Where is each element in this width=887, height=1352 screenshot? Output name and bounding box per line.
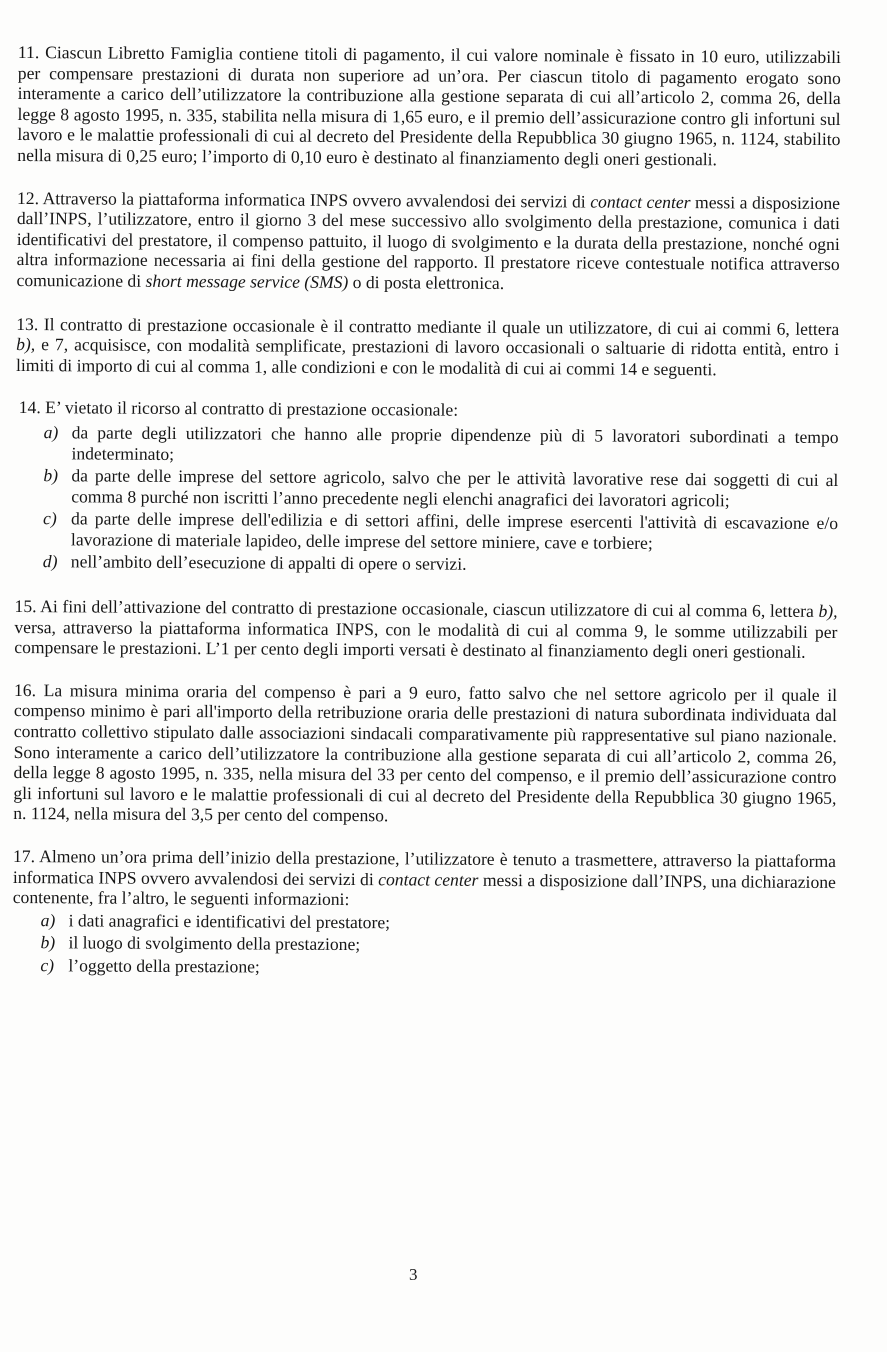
- list-14-item-d-letter: d): [42, 551, 58, 572]
- list-17-item-b: [12, 932, 835, 958]
- paragraph-12-text-c: o di posta elettronica.: [348, 271, 505, 293]
- paragraph-17-text-b: messi a disposizione dall’INPS, una dichiarazione contenente, fra l’altro, le seguenti informazioni:: [12, 869, 836, 910]
- list-17: [12, 910, 835, 981]
- paragraph-15-letter-b: b),: [818, 600, 838, 622]
- list-14-item-c: [15, 508, 838, 554]
- paragraph-12-sms: short message service (SMS): [145, 270, 349, 292]
- paragraph-17-contact-center: contact center: [378, 868, 479, 890]
- page-number: 3: [409, 1265, 418, 1284]
- list-14-item-a-text: da parte degli utilizzatori che hanno alle proprie dipendenze più di 5 lavoratori subordinati a tempo indeterminato;: [71, 422, 839, 464]
- document-body: [12, 42, 841, 983]
- list-17-item-b-letter: b): [40, 932, 56, 953]
- paragraph-13-letter-b: b),: [16, 334, 36, 355]
- list-14-item-a: [15, 422, 838, 468]
- list-14-item-d-text: nell’ambito dell’esecuzione di appalti di opere o servizi.: [70, 551, 467, 575]
- paragraph-12-text-a: 12. Attraverso la piattaforma informatica INPS ovvero avvalendosi dei servizi di: [16, 187, 591, 212]
- list-14-item-b: [15, 465, 838, 511]
- list-14: [15, 422, 839, 577]
- list-14-item-d: [15, 551, 838, 577]
- list-14-item-b-letter: b): [43, 465, 59, 486]
- list-17-item-b-text: il luogo di svolgimento della prestazione;: [68, 932, 361, 955]
- list-17-item-a: [13, 910, 836, 936]
- paragraph-13-text-b: e 7, acquisisce, con modalità semplificate, prestazioni di lavoro occasionali o saltuarie di ridotta entità, entro i limiti di importo di cui al comma 1, alle condizioni e con le modalità di cui ai commi 14 e seguenti.: [15, 334, 840, 379]
- paragraph-12: [16, 188, 840, 296]
- list-14-item-a-letter: a): [43, 422, 59, 443]
- list-17-item-a-letter: a): [40, 909, 56, 931]
- paragraph-11: 11. Ciascun Libretto Famiglia contiene titoli di pagamento, il cui valore nominale è fissato in 10 euro, utilizzabili per compensare prestazioni di durata non superiore ad un’ora. Per ciascun titolo di pagamento erogato sono interamente a carico dell’utilizzatore la contribuzione alla gestione separata di cui all’articolo 2, comma 26, della legge 8 agosto 1995, n. 335, stabilita nella misura di 1,65 euro, e il premio dell’assicurazione contro gli infortuni sul lavoro e le malattie professionali di cui al decreto del Presidente della Repubblica 30 giugno 1965, n. 1124, stabilito nella misura di 0,25 euro; l’importo di 0,10 euro è destinato al finanziamento degli oneri gestionali.: [17, 42, 841, 170]
- paragraph-15-text-b: versa, attraverso la piattaforma informatica INPS, con le modalità di cui al comma 9, le somme utilizzabili per compensare le prestazioni. L’1 per cento degli importi versati è destinato al finanziamento degli oneri gestionali.: [14, 616, 838, 663]
- paragraph-17-text-a: 17. Almeno un’ora prima dell’inizio della prestazione, l’utilizzatore è tenuto a trasmettere, attraverso la piattaforma informatica INPS ovvero avvalendosi dei servizi di: [12, 845, 837, 889]
- paragraph-14: 14. E’ vietato il ricorso al contratto di prestazione occasionale:: [18, 397, 459, 421]
- list-14-item-c-text: da parte delle imprese dell'edilizia e di settori affini, delle imprese esercenti l'attività di escavazione e/o lavorazione di materiale lapideo, delle imprese del settore miniere, cave e torbiere;: [70, 508, 839, 553]
- paragraph-17: [13, 846, 836, 913]
- paragraph-15: [14, 596, 837, 663]
- paragraph-12-contact-center: contact center: [590, 191, 691, 212]
- list-17-item-c: [12, 955, 835, 981]
- paragraph-13: [16, 314, 839, 381]
- list-17-item-c-letter: c): [40, 955, 55, 976]
- paragraph-15-text-a: 15. Ai fini dell’attivazione del contratto di prestazione occasionale, ciascun utilizzatore di cui al comma 6, lettera: [14, 596, 819, 621]
- list-17-item-c-text: l’oggetto della prestazione;: [68, 955, 260, 977]
- paragraph-16: 16. La misura minima oraria del compenso è pari a 9 euro, fatto salvo che nel settore agricolo per il quale il compenso minimo è pari all'importo della retribuzione oraria delle prestazioni di natura subordinata individuata dal contratto collettivo stipulato dalle associazioni sindacali comparativamente più rappresentative sul piano nazionale. Sono interamente a carico dell’utilizzatore la contribuzione alla gestione separata di cui all’articolo 2, comma 26, della legge 8 agosto 1995, n. 335, nella misura del 33 per cento del compenso, e il premio dell’assicurazione contro gli infortuni sul lavoro e le malattie professionali di cui al decreto del Presidente della Repubblica 30 giugno 1965, n. 1124, nella misura del 3,5 per cento del compenso.: [13, 679, 838, 826]
- list-17-item-a-text: i dati anagrafici e identificativi del prestatore;: [68, 910, 391, 933]
- paragraph-13-text-a: 13. Il contratto di prestazione occasionale è il contratto mediante il quale un utilizzatore, di cui ai commi 6, lettera: [16, 313, 840, 339]
- list-14-item-c-letter: c): [43, 508, 57, 529]
- paragraph-12-text-b: messi a disposizione dall’INPS, l’utilizzatore, entro il giorno 3 del mese successivo allo svolgimento della prestazione, comunica i dati identificativi del prestatore, il compenso pattuito, il luogo di svolgimento e la durata della prestazione, nonché ogni altra informazione necessaria ai fini della gestione del rapporto. Il prestatore riceve contestuale notifica attraverso comunicazione di: [16, 191, 841, 291]
- list-14-item-b-text: da parte delle imprese del settore agricolo, salvo che per le attività lavorative rese dai soggetti di cui al comma 8 purché non iscritti l’anno precedente negli elenchi anagrafici dei lavoratori agricoli;: [71, 465, 839, 511]
